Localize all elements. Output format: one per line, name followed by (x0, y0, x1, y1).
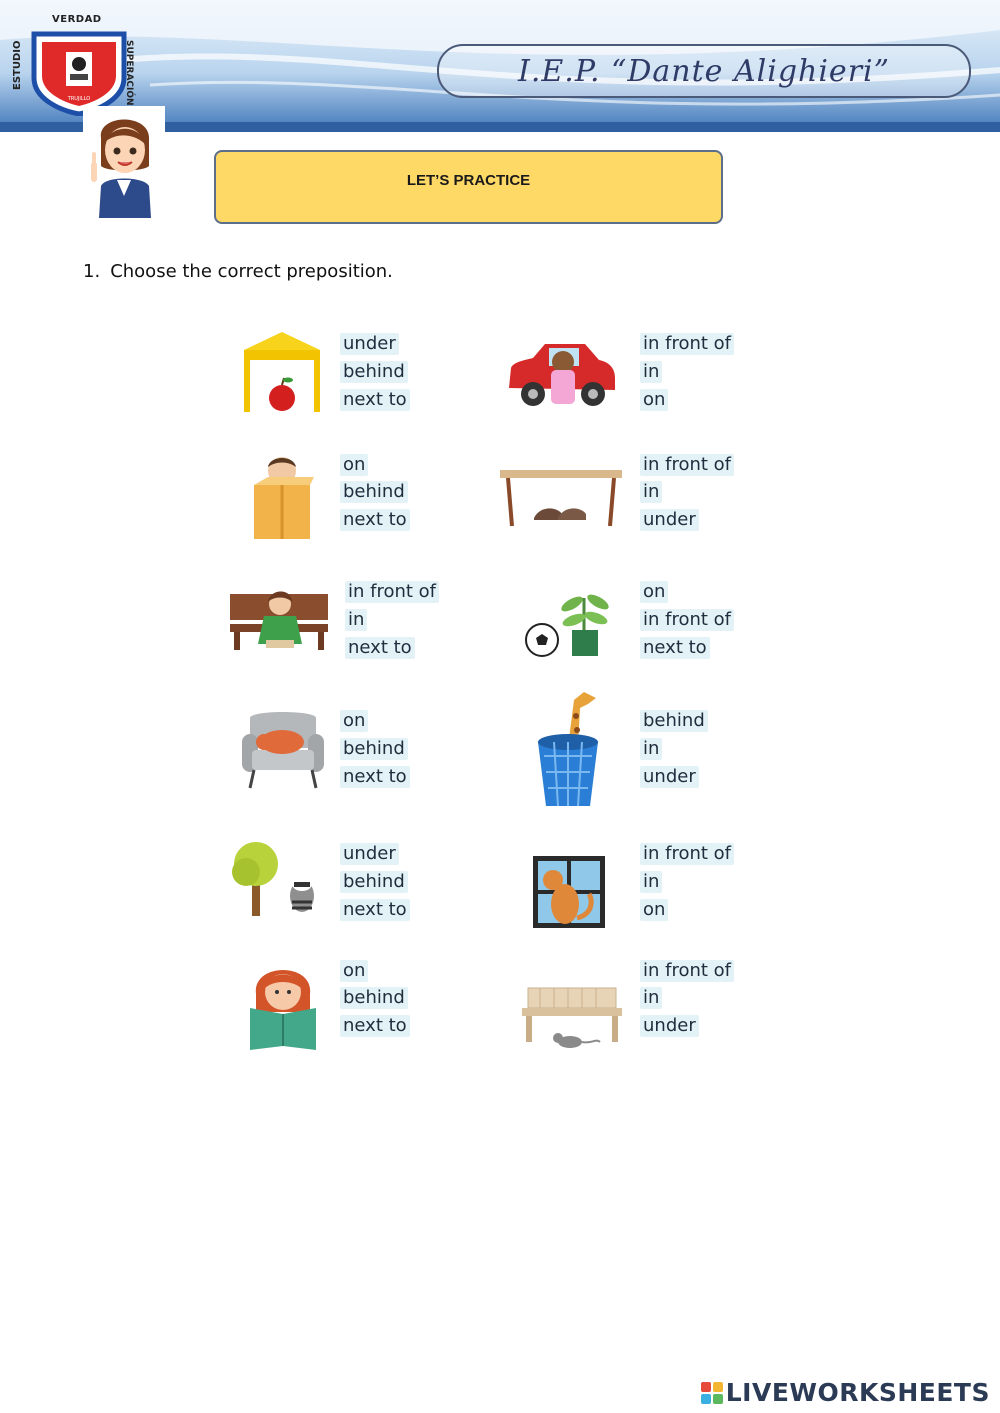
option-5-b[interactable]: in (345, 609, 367, 631)
option-12-a[interactable]: in front of (640, 960, 734, 982)
cat-in-front-of-window-image (531, 854, 607, 930)
liveworksheets-brand: LIVEWORKSHEETS (725, 1378, 990, 1407)
teacher-avatar-image (83, 106, 165, 218)
option-10-b[interactable]: in (640, 871, 662, 893)
option-2-c[interactable]: on (640, 389, 668, 411)
apple-under-tent-image (240, 330, 324, 414)
giraffe-in-basket-image (530, 686, 606, 808)
option-1-b[interactable]: behind (340, 361, 408, 383)
option-5-a[interactable]: in front of (345, 581, 439, 603)
option-8-a[interactable]: behind (640, 710, 708, 732)
instruction-number: 1. (83, 261, 101, 282)
girl-in-front-of-bench-image (228, 590, 330, 652)
option-4-c[interactable]: under (640, 509, 699, 531)
option-9-a[interactable]: under (340, 843, 399, 865)
option-4-a[interactable]: in front of (640, 454, 734, 476)
option-8-c[interactable]: under (640, 766, 699, 788)
option-3-a[interactable]: on (340, 454, 368, 476)
mouse-under-bench-image (520, 984, 624, 1056)
liveworksheets-logo (701, 1378, 990, 1407)
option-12-c[interactable]: under (640, 1015, 699, 1037)
option-7-c[interactable]: next to (340, 766, 410, 788)
shoes-under-table-image (500, 470, 622, 528)
option-10-a[interactable]: in front of (640, 843, 734, 865)
ball-next-to-plant-image (524, 584, 612, 658)
crest-inner-top: DANTE ALIGHIERI (57, 37, 101, 43)
option-3-b[interactable]: behind (340, 481, 408, 503)
option-11-b[interactable]: behind (340, 987, 408, 1009)
option-2-b[interactable]: in (640, 361, 662, 383)
option-9-b[interactable]: behind (340, 871, 408, 893)
option-3-c[interactable]: next to (340, 509, 410, 531)
school-title: I.E.P. “Dante Alighieri” (518, 53, 890, 89)
crest-inner-bottom: TRUJILLO (67, 96, 91, 102)
instruction-text: Choose the correct preposition. (110, 261, 393, 282)
lets-practice-label: LET’S PRACTICE (406, 172, 531, 189)
option-5-c[interactable]: next to (345, 637, 415, 659)
instruction (83, 261, 393, 282)
option-4-b[interactable]: in (640, 481, 662, 503)
option-11-c[interactable]: next to (340, 1015, 410, 1037)
school-crest-icon (30, 30, 128, 116)
option-6-c[interactable]: next to (640, 637, 710, 659)
option-7-a[interactable]: on (340, 710, 368, 732)
option-9-c[interactable]: next to (340, 899, 410, 921)
crest-motto-right: SUPERACIÓN (124, 40, 134, 106)
boy-behind-box-image (248, 455, 314, 541)
bear-in-car-image (505, 338, 619, 410)
crest-motto-top: VERDAD (52, 14, 102, 25)
crest-motto-left: ESTUDIO (12, 40, 23, 90)
option-1-c[interactable]: next to (340, 389, 410, 411)
option-10-c[interactable]: on (640, 899, 668, 921)
option-7-b[interactable]: behind (340, 738, 408, 760)
cat-on-armchair-image (240, 708, 326, 790)
option-1-a[interactable]: under (340, 333, 399, 355)
option-6-a[interactable]: on (640, 581, 668, 603)
lets-practice-banner (214, 150, 723, 224)
option-6-b[interactable]: in front of (640, 609, 734, 631)
option-11-a[interactable]: on (340, 960, 368, 982)
school-title-banner (437, 44, 971, 98)
option-12-b[interactable]: in (640, 987, 662, 1009)
liveworksheets-grid-icon (701, 1382, 723, 1404)
option-2-a[interactable]: in front of (640, 333, 734, 355)
raccoon-behind-tree-image (226, 840, 324, 918)
option-8-b[interactable]: in (640, 738, 662, 760)
girl-behind-book-image (246, 960, 320, 1052)
